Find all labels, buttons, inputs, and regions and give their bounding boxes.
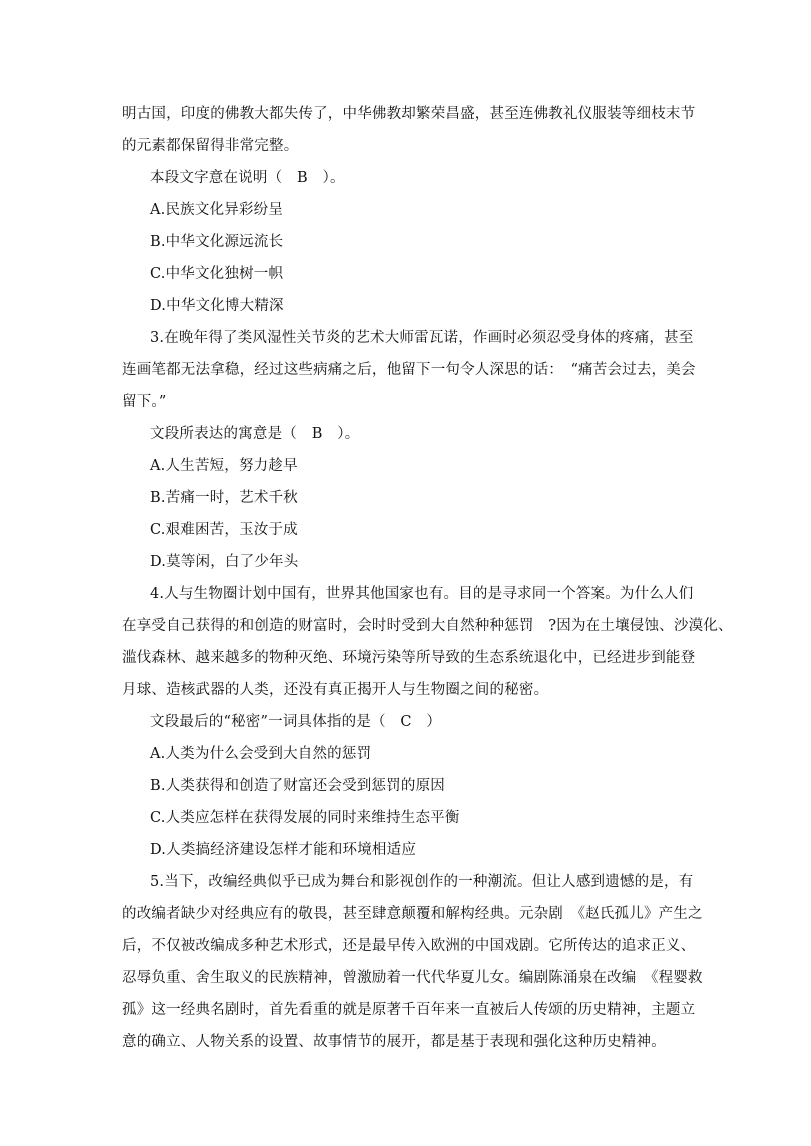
paragraph-line: 5.当下，改编经典似乎已成为舞台和影视创作的一种潮流。但让人感到遗憾的是，有 <box>150 874 694 890</box>
question-stem: 文段所表达的寓意是（ B ）。 <box>150 426 360 442</box>
paragraph-line: 忍辱负重、舍生取义的民族精神，曾激励着一代代华夏儿女。编剧陈涌泉在改编 《程婴救 <box>122 970 703 986</box>
option-a: A.人类为什么会受到大自然的惩罚 <box>150 746 372 762</box>
option-a: A.民族文化异彩纷呈 <box>150 202 284 218</box>
paragraph-line: 连画笔都无法拿稳，经过这些病痛之后，他留下一句令人深思的话： “痛苦会过去，美会 <box>122 362 696 378</box>
option-d: D.莫等闲，白了少年头 <box>150 554 299 570</box>
option-a: A.人生苦短，努力趁早 <box>150 458 298 474</box>
option-d: D.中华文化博大精深 <box>150 298 284 314</box>
option-c: C.艰难困苦，玉汝于成 <box>150 522 298 538</box>
paragraph-line: 月球、造核武器的人类，还没有真正揭开人与生物圈之间的秘密。 <box>122 682 549 698</box>
option-c: C.中华文化独树一帜 <box>150 266 284 282</box>
option-c: C.人类应怎样在获得发展的同时来维持生态平衡 <box>150 810 460 826</box>
paragraph-line: 的改编者缺少对经典应有的敬畏，甚至肆意颠覆和解构经典。元杂剧 《赵氏孤儿》产生之 <box>122 906 703 922</box>
option-b: B.苦痛一时，艺术千秋 <box>150 490 298 506</box>
option-b: B.中华文化源远流长 <box>150 234 284 250</box>
paragraph-line: 意的确立、人物关系的设置、故事情节的展开，都是基于表现和强化这种历史精神。 <box>122 1034 666 1050</box>
question-stem: 文段最后的“秘密”一词具体指的是（ C ） <box>150 714 442 730</box>
paragraph-line: 3.在晚年得了类风湿性关节炎的艺术大师雷瓦诺，作画时必须忍受身体的疼痛，甚至 <box>150 330 694 346</box>
option-d: D.人类搞经济建设怎样才能和环境相适应 <box>150 842 417 858</box>
question-stem: 本段文字意在说明（ B ）。 <box>150 170 345 186</box>
paragraph-line: 留下。” <box>122 394 167 410</box>
paragraph-line: 4.人与生物圈计划中国有，世界其他国家也有。目的是寻求同一个答案。为什么人们 <box>150 586 694 602</box>
paragraph-line: 明古国，印度的佛教大都失传了，中华佛教却繁荣昌盛，甚至连佛教礼仪服装等细枝末节 <box>122 106 696 122</box>
option-b: B.人类获得和创造了财富还会受到惩罚的原因 <box>150 778 445 794</box>
paragraph-line: 滥伐森林、越来越多的物种灭绝、环境污染等所导致的生态系统退化中，已经进步到能登 <box>122 650 696 666</box>
paragraph-line: 后，不仅被改编成多种艺术形式，还是最早传入欧洲的中国戏剧。它所传达的追求正义、 <box>122 938 696 954</box>
paragraph-line: 孤》这一经典名剧时，首先看重的就是原著千百年来一直被后人传颂的历史精神，主题立 <box>122 1002 696 1018</box>
paragraph-line: 的元素都保留得非常完整。 <box>122 138 299 154</box>
paragraph-line: 在享受自己获得的和创造的财富时，会时时受到大自然种种惩罚 ?因为在土壤侵蚀、沙漠化、 <box>122 618 733 634</box>
